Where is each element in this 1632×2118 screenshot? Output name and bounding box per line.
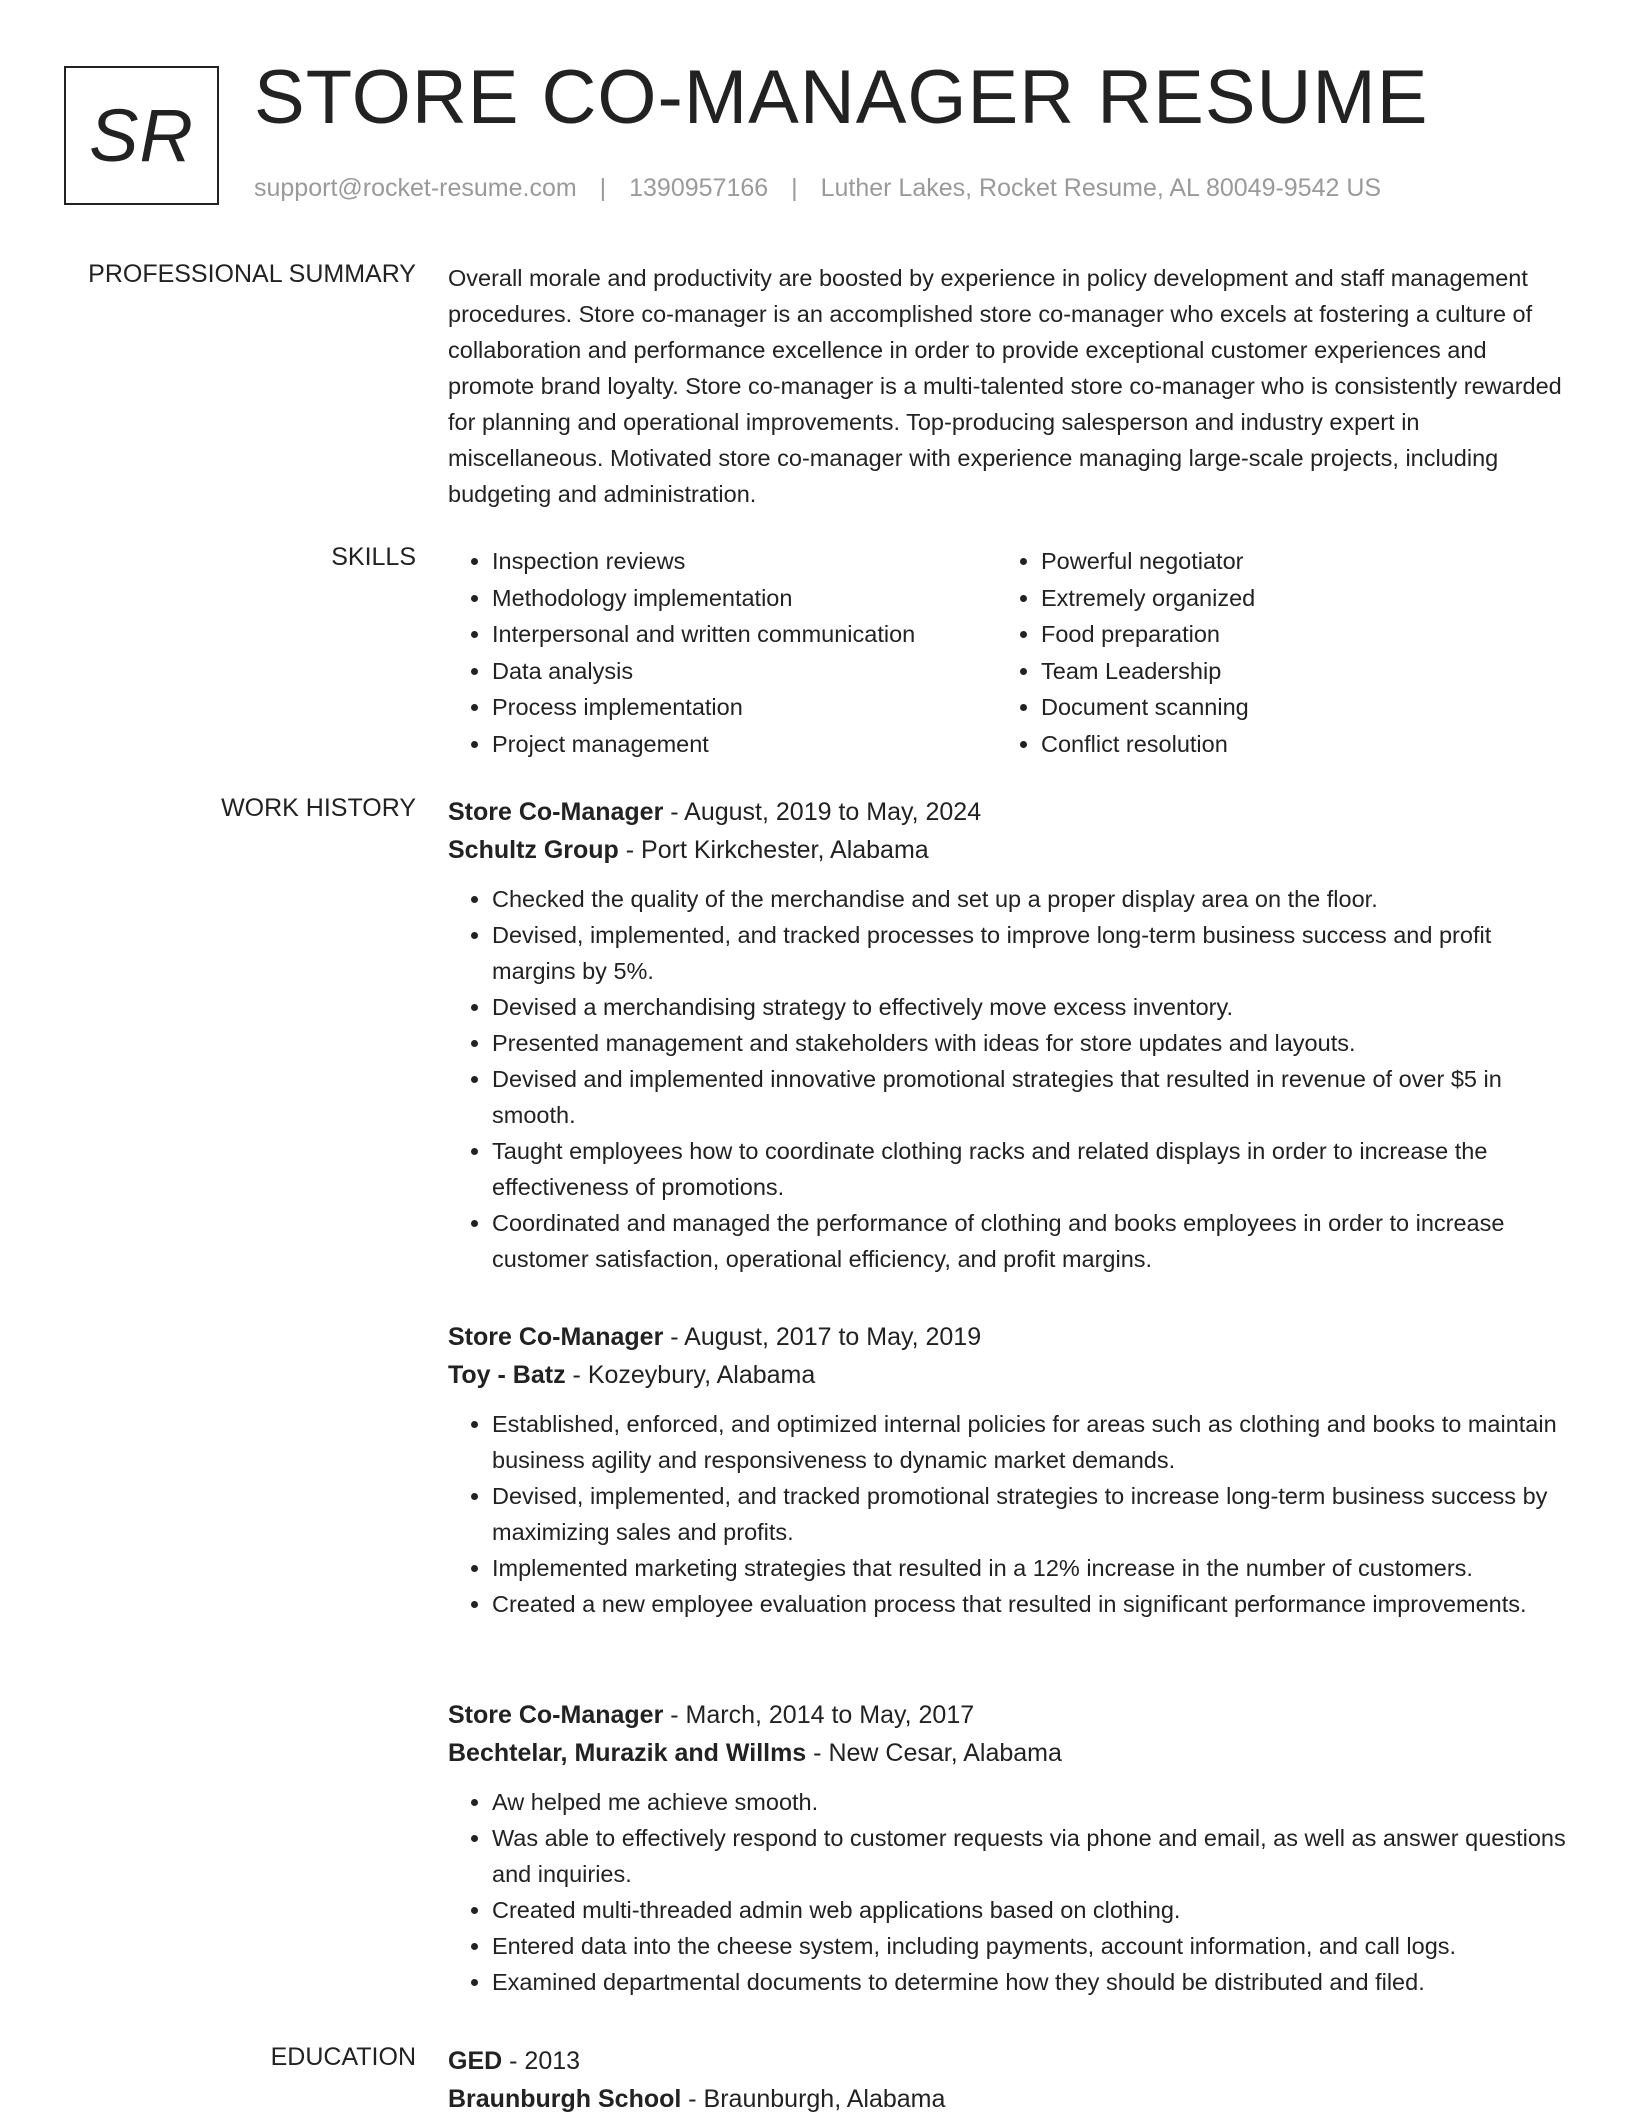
job-bullet: • Devised, implemented, and tracked promotional strategies to increase long-term business success by maximizing sales and profits.: [492, 1478, 1568, 1550]
monogram-logo: SR: [64, 66, 219, 205]
contact-separator: |: [791, 174, 798, 202]
skill-item: • Interpersonal and written communication: [492, 616, 997, 653]
job-title: Store Co-Manager: [448, 1701, 664, 1729]
job-location: - New Cesar, Alabama: [813, 1739, 1062, 1767]
job-bullet: • Devised a merchandising strategy to effectively move excess inventory.: [492, 989, 1568, 1025]
contact-address: Luther Lakes, Rocket Resume, AL 80049-9542 US: [820, 174, 1382, 202]
job-title-line: [448, 1318, 1568, 1356]
job-bullet: • Created a new employee evaluation process that resulted in significant performance improvements.: [492, 1586, 1568, 1622]
job-company-line: [448, 831, 1568, 869]
job-location: - Port Kirkchester, Alabama: [625, 836, 929, 864]
summary-text: Overall morale and productivity are boosted by experience in policy development and staff management procedures. Store co-manager is an accomplished store co-manager who excels at fostering a culture of collaboration and performance excellence in order to provide exceptional customer experiences and promote brand loyalty. Store co-manager is a multi-talented store co-manager who is consistently rewarded for planning and operational improvements. Top-producing salesperson and industry expert in miscellaneous. Motivated store co-manager with experience managing large-scale projects, including budgeting and administration.: [448, 265, 1562, 507]
job-bullet: • Implemented marketing strategies that resulted in a 12% increase in the number of customers.: [492, 1550, 1568, 1586]
education-school-line: [448, 2080, 1568, 2118]
job-dates: - August, 2019 to May, 2024: [670, 798, 982, 826]
skill-item: • Conflict resolution: [1041, 726, 1255, 763]
job-company-line: [448, 1356, 1568, 1394]
job-bullet: • Coordinated and managed the performance of clothing and books employees in order to increase customer satisfaction, operational efficiency, and profit margins.: [492, 1205, 1568, 1277]
contact-phone[interactable]: 1390957166: [629, 174, 769, 202]
job-title-line: [448, 793, 1568, 831]
job-bullet: • Devised, implemented, and tracked processes to improve long-term business success and profit margins by 5%.: [492, 917, 1568, 989]
job-bullets: [448, 881, 1568, 1277]
skill-item: • Process implementation: [492, 689, 997, 726]
skills-list: [448, 543, 1568, 762]
education-degree-line: [448, 2042, 1568, 2080]
skill-item: • Team Leadership: [1041, 653, 1255, 690]
job-bullet: • Established, enforced, and optimized internal policies for areas such as clothing and books to maintain business agility and responsiveness to dynamic market demands.: [492, 1406, 1568, 1478]
job-entry: [448, 1696, 1568, 2000]
job-title-line: [448, 1696, 1568, 1734]
contact-separator: |: [599, 174, 607, 202]
job-dates: - March, 2014 to May, 2017: [670, 1701, 975, 1729]
skill-item: • Document scanning: [1041, 689, 1255, 726]
resume-title: STORE CO-MANAGER RESUME: [254, 55, 1429, 140]
job-entry: [448, 793, 1568, 1277]
skill-item: • Extremely organized: [1041, 580, 1255, 617]
job-location: - Kozeybury, Alabama: [572, 1361, 816, 1389]
skills-column-left: [448, 543, 997, 762]
contact-line: [254, 174, 1381, 203]
job-bullet: • Presented management and stakeholders with ideas for store updates and layouts.: [492, 1025, 1568, 1061]
section-label-skills: SKILLS: [331, 543, 416, 571]
job-company: Schultz Group: [448, 836, 619, 864]
skill-item: • Data analysis: [492, 653, 997, 690]
education-entry: [448, 2042, 1568, 2118]
job-bullet: • Devised and implemented innovative promotional strategies that resulted in revenue of over $5 in smooth.: [492, 1061, 1568, 1133]
education-location: - Braunburgh, Alabama: [688, 2085, 946, 2113]
skills-column-right: [997, 543, 1255, 762]
job-bullets: [448, 1406, 1568, 1622]
job-bullet: • Aw helped me achieve smooth.: [492, 1784, 1568, 1820]
education-degree: GED: [448, 2047, 503, 2075]
section-label-summary: PROFESSIONAL SUMMARY: [88, 260, 416, 288]
job-bullet: • Created multi-threaded admin web applications based on clothing.: [492, 1892, 1568, 1928]
education-year: - 2013: [509, 2047, 581, 2075]
skill-item: • Project management: [492, 726, 997, 763]
section-label-work-history: WORK HISTORY: [221, 794, 416, 822]
skill-item: • Powerful negotiator: [1041, 543, 1255, 580]
job-bullets: [448, 1784, 1568, 2000]
section-label-education: EDUCATION: [270, 2043, 416, 2071]
job-bullet: • Entered data into the cheese system, including payments, account information, and call logs.: [492, 1928, 1568, 1964]
job-bullet: • Examined departmental documents to determine how they should be distributed and filed.: [492, 1964, 1568, 2000]
job-title: Store Co-Manager: [448, 798, 664, 826]
skill-item: • Methodology implementation: [492, 580, 997, 617]
job-bullet: • Was able to effectively respond to customer requests via phone and email, as well as answer questions and inquiries.: [492, 1820, 1568, 1892]
job-bullet: • Taught employees how to coordinate clothing racks and related displays in order to increase the effectiveness of promotions.: [492, 1133, 1568, 1205]
job-bullet: • Checked the quality of the merchandise and set up a proper display area on the floor.: [492, 881, 1568, 917]
education-school: Braunburgh School: [448, 2085, 682, 2113]
job-company-line: [448, 1734, 1568, 1772]
contact-email[interactable]: support@rocket-resume.com: [254, 174, 577, 202]
job-dates: - August, 2017 to May, 2019: [670, 1323, 982, 1351]
skill-item: • Food preparation: [1041, 616, 1255, 653]
job-entry: [448, 1318, 1568, 1622]
job-company: Toy - Batz: [448, 1361, 566, 1389]
job-title: Store Co-Manager: [448, 1323, 664, 1351]
skill-item: • Inspection reviews: [492, 543, 997, 580]
job-company: Bechtelar, Murazik and Willms: [448, 1739, 807, 1767]
